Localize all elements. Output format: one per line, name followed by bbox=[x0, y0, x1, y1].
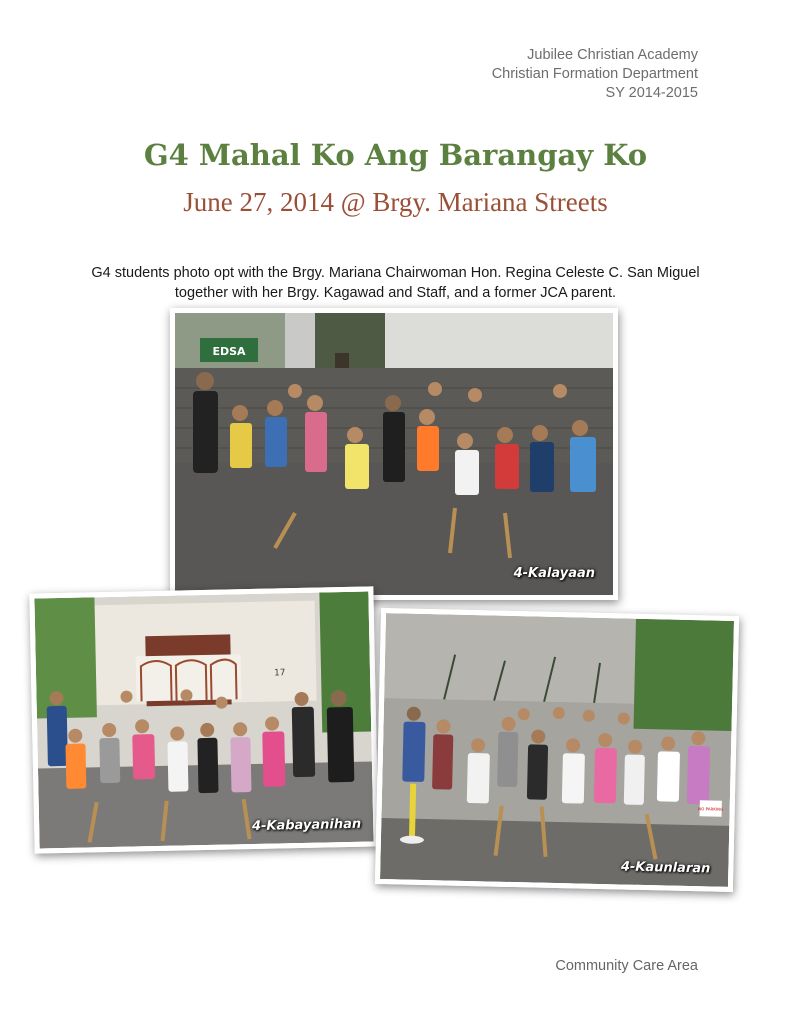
street-sign-text: EDSA bbox=[212, 345, 246, 358]
school-header bbox=[492, 46, 698, 103]
photo-kabayanihan-image bbox=[34, 592, 373, 849]
footer-area: Community Care Area bbox=[555, 958, 698, 974]
no-parking-text: NO PARKING bbox=[698, 806, 724, 812]
caption-line-2: together with her Brgy. Kagawad and Staff, and a former JCA parent. bbox=[174, 285, 617, 301]
event-date-location: June 27, 2014 @ Brgy. Mariana Streets bbox=[183, 187, 608, 217]
school-name: Jubilee Christian Academy bbox=[527, 47, 698, 63]
photo-kalayaan bbox=[170, 308, 618, 600]
photo-kabayanihan bbox=[29, 586, 378, 853]
photo-kalayaan-image bbox=[175, 313, 613, 595]
school-year: SY 2014-2015 bbox=[605, 85, 698, 101]
photo-kabayanihan-label: 4-Kabayanihan bbox=[251, 816, 362, 835]
photo-kaunlaran-label: 4-Kaunlaran bbox=[620, 859, 711, 877]
house-number: 17 bbox=[273, 668, 286, 679]
photo-kalayaan-label: 4-Kalayaan bbox=[513, 566, 595, 581]
department-name: Christian Formation Department bbox=[491, 66, 698, 82]
photo-caption bbox=[30, 263, 761, 303]
photo-kaunlaran bbox=[375, 608, 739, 892]
caption-line-1: G4 students photo opt with the Brgy. Mariana Chairwoman Hon. Regina Celeste C. San Miguel bbox=[91, 265, 700, 281]
page-title: G4 Mahal Ko Ang Barangay Ko bbox=[143, 138, 648, 172]
photo-kaunlaran-image bbox=[380, 613, 734, 887]
